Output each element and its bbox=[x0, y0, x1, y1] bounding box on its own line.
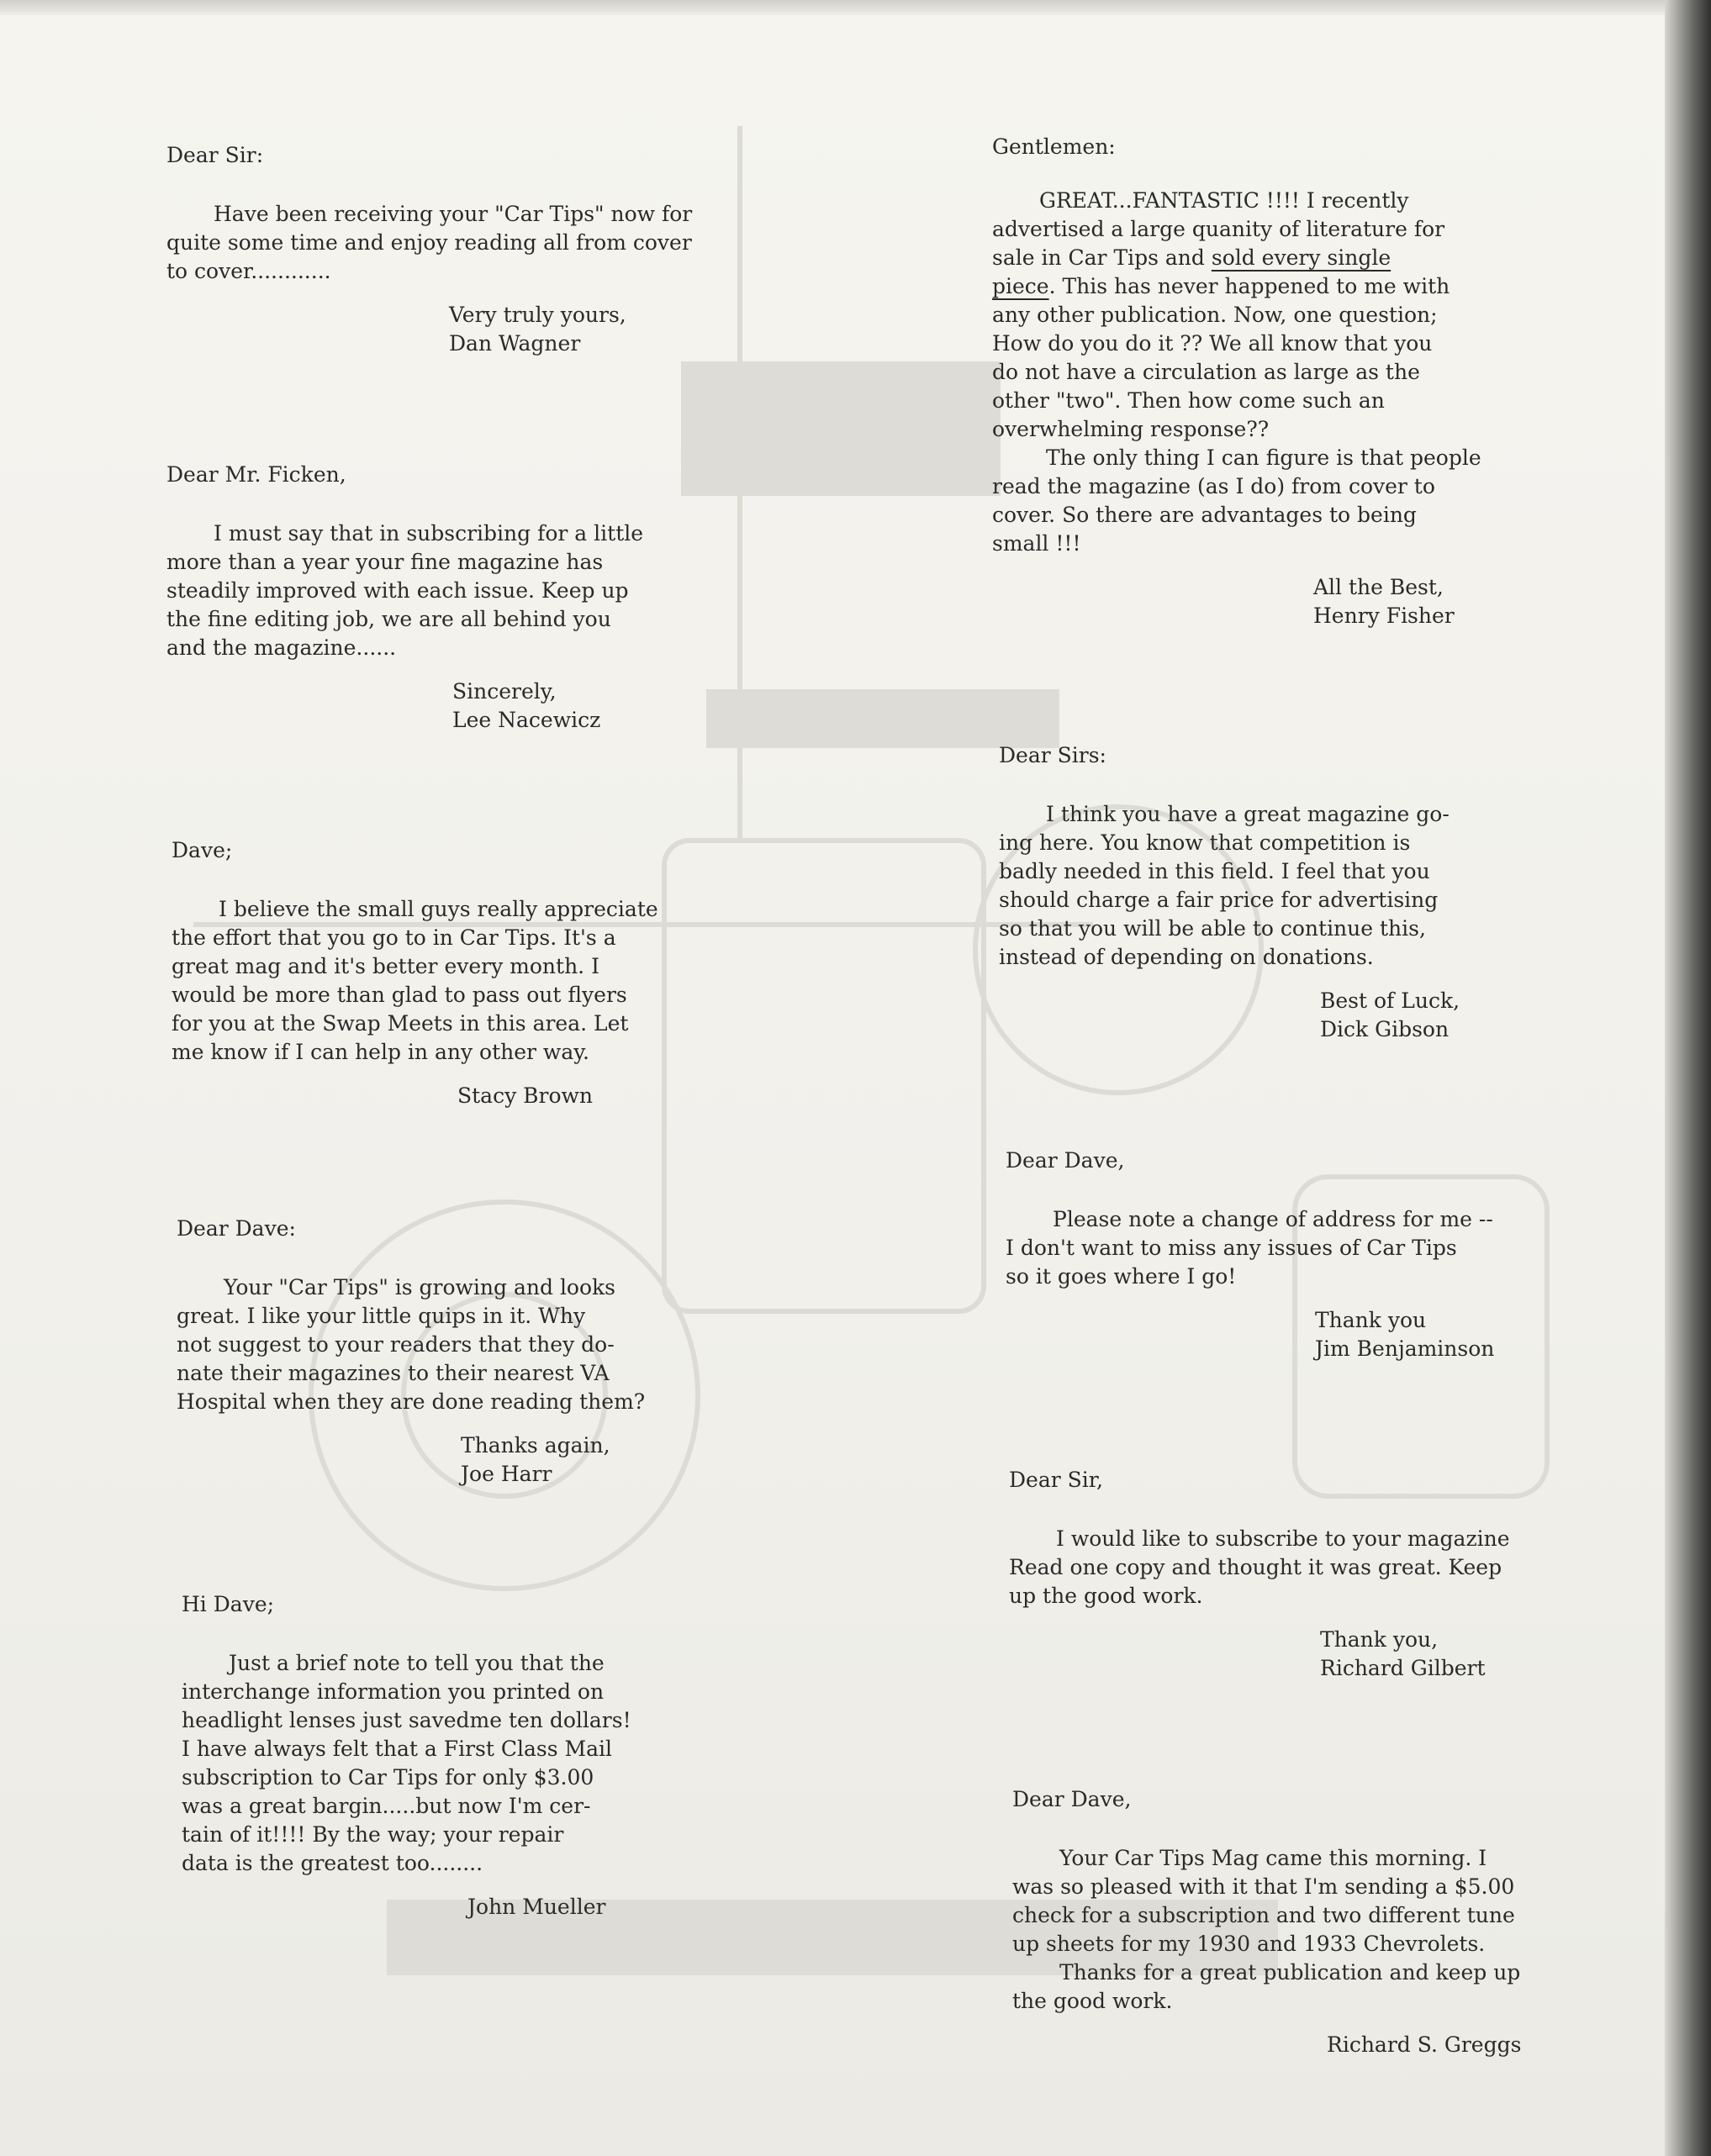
letter-salutation: Dear Sirs: bbox=[999, 743, 1106, 767]
letter-line: advertised a large quanity of literature for bbox=[992, 217, 1445, 241]
letter-line: the good work. bbox=[1012, 1989, 1173, 2013]
letter-line: quite some time and enjoy reading all from cover bbox=[166, 230, 692, 255]
letter-salutation: Dear Sir: bbox=[166, 143, 264, 167]
letter-line: and the magazine...... bbox=[166, 635, 397, 660]
letter-line: I have always felt that a First Class Mail bbox=[182, 1737, 612, 1761]
letter-line: Thanks for a great publication and keep up bbox=[1059, 1960, 1521, 1985]
letter-line: tain of it!!!! By the way; your repair bbox=[182, 1822, 564, 1847]
letter-signature: Lee Nacewicz bbox=[452, 708, 601, 732]
letter-salutation: Dear Dave, bbox=[1006, 1148, 1125, 1173]
letter-richard-greggs bbox=[1012, 1785, 1521, 2059]
letter-salutation: Gentlemen: bbox=[992, 134, 1116, 159]
letter-line: Please note a change of address for me -- bbox=[1053, 1207, 1493, 1231]
letter-line: interchange information you printed on bbox=[182, 1679, 605, 1704]
letter-line: would be more than glad to pass out flyers bbox=[172, 983, 627, 1007]
letter-line: was so pleased with it that I'm sending a $5.00 bbox=[1012, 1874, 1515, 1899]
letter-line: badly needed in this field. I feel that you bbox=[999, 859, 1430, 883]
letter-jim-benjaminson bbox=[1006, 1147, 1494, 1363]
letter-line: Just a brief note to tell you that the bbox=[229, 1651, 605, 1675]
letter-line: should charge a fair price for advertising bbox=[999, 888, 1439, 912]
letter-line: read the magazine (as I do) from cover to bbox=[992, 474, 1435, 498]
letter-line: piece. This has never happened to me with bbox=[992, 274, 1450, 298]
letter-signature: Henry Fisher bbox=[1313, 604, 1455, 628]
letter-signature: Stacy Brown bbox=[457, 1083, 594, 1108]
letter-stacy-brown bbox=[172, 836, 658, 1110]
letter-line: up sheets for my 1930 and 1933 Chevrolets. bbox=[1012, 1932, 1486, 1956]
letter-signature: Jim Benjaminson bbox=[1315, 1336, 1495, 1361]
letter-line: the fine editing job, we are all behind you bbox=[166, 607, 611, 631]
letter-line: Have been receiving your "Car Tips" now for bbox=[214, 202, 693, 226]
letter-line: great mag and it's better every month. I bbox=[172, 954, 599, 978]
underlined-phrase: sale in Car Tips and sold every single bbox=[992, 245, 1392, 270]
letter-line: for you at the Swap Meets in this area. Let bbox=[172, 1011, 629, 1036]
letter-line: was a great bargin.....but now I'm cer- bbox=[182, 1794, 591, 1818]
letter-line: Read one copy and thought it was great. Keep bbox=[1009, 1555, 1502, 1579]
letter-line: nate their magazines to their nearest VA bbox=[177, 1361, 610, 1385]
letter-line: other "two". Then how come such an bbox=[992, 388, 1385, 413]
letter-joe-harr bbox=[177, 1215, 645, 1489]
letter-line: headlight lenses just savedme ten dollars! bbox=[182, 1708, 631, 1732]
letter-line: Your "Car Tips" is growing and looks bbox=[224, 1275, 616, 1299]
letter-signature: Richard Gilbert bbox=[1320, 1656, 1486, 1680]
letter-closing: Very truly yours, bbox=[449, 303, 626, 327]
letter-lee-nacewicz bbox=[166, 461, 643, 735]
letter-salutation: Dave; bbox=[172, 838, 233, 862]
letter-salutation: Dear Dave: bbox=[177, 1216, 296, 1241]
page-right-edge bbox=[1665, 0, 1711, 2156]
letter-line bbox=[992, 244, 1481, 272]
letter-salutation: Dear Mr. Ficken, bbox=[166, 462, 346, 487]
letter-line: overwhelming response?? bbox=[992, 417, 1270, 441]
letter-salutation: Dear Dave, bbox=[1012, 1787, 1132, 1811]
letter-salutation: Dear Sir, bbox=[1009, 1468, 1103, 1492]
letter-line: I think you have a great magazine go- bbox=[1046, 802, 1450, 826]
letter-line: do not have a circulation as large as the bbox=[992, 360, 1420, 384]
letter-john-mueller bbox=[182, 1590, 631, 1921]
letter-line: Your Car Tips Mag came this morning. I bbox=[1059, 1846, 1487, 1870]
letter-closing: Thank you, bbox=[1320, 1627, 1439, 1652]
letter-line: data is the greatest too........ bbox=[182, 1851, 483, 1875]
letter-signature: John Mueller bbox=[467, 1895, 606, 1919]
letter-line: I must say that in subscribing for a little bbox=[214, 521, 644, 546]
letter-signature: Richard S. Greggs bbox=[1327, 2032, 1522, 2057]
letter-line: great. I like your little quips in it. Why bbox=[177, 1304, 586, 1328]
letter-line: The only thing I can figure is that people bbox=[1046, 445, 1481, 470]
letter-signature: Dick Gibson bbox=[1320, 1017, 1450, 1041]
letter-salutation: Hi Dave; bbox=[182, 1592, 275, 1616]
letter-line: the effort that you go to in Car Tips. It's a bbox=[172, 925, 616, 950]
letter-line: I believe the small guys really appreciate bbox=[219, 897, 658, 921]
letter-dan-wagner bbox=[166, 141, 692, 358]
letter-line: check for a subscription and two different tune bbox=[1012, 1903, 1515, 1927]
letter-closing: All the Best, bbox=[1313, 575, 1444, 599]
letter-closing: Best of Luck, bbox=[1320, 988, 1460, 1013]
letter-line: steadily improved with each issue. Keep up bbox=[166, 578, 629, 603]
letter-richard-gilbert bbox=[1009, 1466, 1510, 1683]
letter-dick-gibson bbox=[999, 741, 1460, 1044]
letter-line: so it goes where I go! bbox=[1006, 1264, 1237, 1289]
letter-line: How do you do it ?? We all know that you bbox=[992, 331, 1433, 356]
letter-line: up the good work. bbox=[1009, 1584, 1203, 1608]
letter-line: instead of depending on donations. bbox=[999, 945, 1374, 969]
letter-line: to cover............ bbox=[166, 259, 331, 283]
letter-line: I would like to subscribe to your magazine bbox=[1056, 1526, 1510, 1551]
letter-closing: Thank you bbox=[1315, 1308, 1427, 1332]
letter-closing: Thanks again, bbox=[461, 1433, 610, 1458]
letter-line: subscription to Car Tips for only $3.00 bbox=[182, 1765, 594, 1790]
letter-henry-fisher bbox=[992, 133, 1481, 630]
letter-line: Hospital when they are done reading them? bbox=[177, 1389, 646, 1414]
letter-line: cover. So there are advantages to being bbox=[992, 503, 1417, 527]
letter-line: small !!! bbox=[992, 531, 1081, 556]
letter-line: more than a year your fine magazine has bbox=[166, 550, 604, 574]
letter-closing: Sincerely, bbox=[452, 679, 557, 704]
letter-line: me know if I can help in any other way. bbox=[172, 1040, 589, 1064]
letter-line: so that you will be able to continue this, bbox=[999, 916, 1426, 941]
letter-signature: Dan Wagner bbox=[449, 331, 581, 356]
letter-signature: Joe Harr bbox=[461, 1462, 552, 1486]
letter-line: not suggest to your readers that they do- bbox=[177, 1332, 615, 1357]
letter-line: ing here. You know that competition is bbox=[999, 830, 1411, 855]
letter-line: I don't want to miss any issues of Car Tips bbox=[1006, 1236, 1457, 1260]
letter-line: GREAT...FANTASTIC !!!! I recently bbox=[1039, 188, 1409, 213]
letter-line: any other publication. Now, one question; bbox=[992, 303, 1438, 327]
